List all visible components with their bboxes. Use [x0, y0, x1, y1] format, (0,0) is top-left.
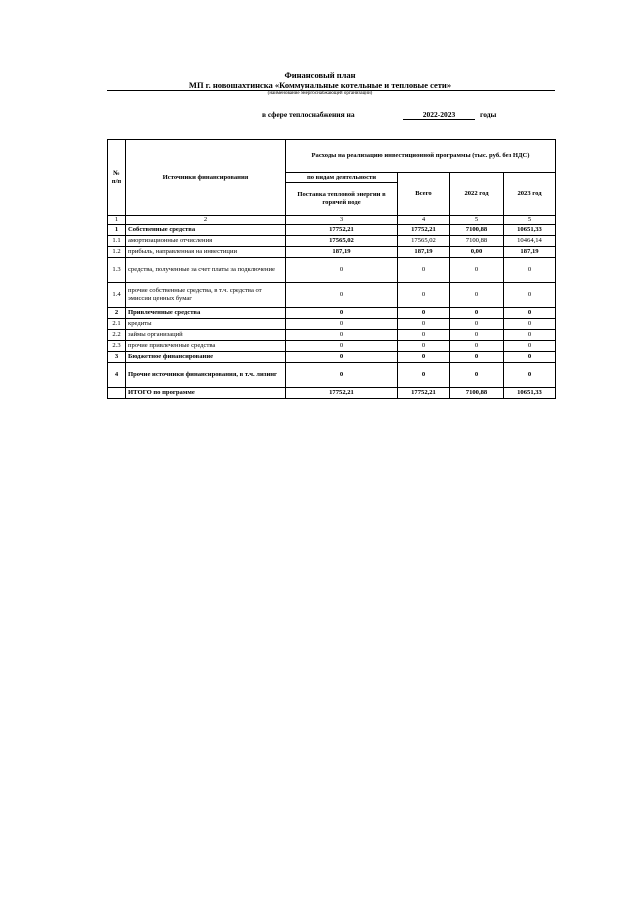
row-source: Прочие источники финансирования, в т.ч. лизинг — [126, 363, 286, 388]
row-2023: 0 — [504, 308, 556, 319]
column-number: 1 — [108, 216, 126, 225]
header-2022: 2022 год — [450, 173, 504, 216]
row-source: займы организаций — [126, 330, 286, 341]
row-num: 1.2 — [108, 247, 126, 258]
row-2022: 0 — [450, 330, 504, 341]
row-source: кредиты — [126, 319, 286, 330]
row-num: 1.4 — [108, 283, 126, 308]
header-num: № п/п — [108, 140, 126, 216]
period-years: 2022-2023 — [403, 110, 475, 120]
row-num — [108, 388, 126, 399]
row-2022: 0,00 — [450, 247, 504, 258]
row-num: 1.1 — [108, 236, 126, 247]
column-number: 5 — [504, 216, 556, 225]
row-source: амортизационные отчисления — [126, 236, 286, 247]
row-num: 3 — [108, 352, 126, 363]
row-total: 0 — [398, 283, 450, 308]
header-supply: Поставка тепловой энергии в горячей воде — [286, 183, 398, 216]
header-2023: 2023 год — [504, 173, 556, 216]
period-label: в сфере теплоснабжения на — [262, 110, 355, 119]
row-2023: 0 — [504, 352, 556, 363]
table-row — [108, 247, 556, 258]
row-num: 2.1 — [108, 319, 126, 330]
row-supply: 0 — [286, 330, 398, 341]
row-2023: 0 — [504, 363, 556, 388]
table-row — [108, 308, 556, 319]
row-num: 1 — [108, 225, 126, 236]
column-number: 2 — [126, 216, 286, 225]
table-row-total — [108, 388, 556, 399]
row-2022: 7100,88 — [450, 388, 504, 399]
row-supply: 0 — [286, 319, 398, 330]
row-2022: 0 — [450, 363, 504, 388]
row-num: 4 — [108, 363, 126, 388]
header-by-activity: по видам деятельности — [286, 173, 398, 183]
row-2022: 0 — [450, 258, 504, 283]
row-supply: 0 — [286, 258, 398, 283]
row-source: ИТОГО по программе — [126, 388, 286, 399]
row-total: 0 — [398, 308, 450, 319]
column-number: 5 — [450, 216, 504, 225]
row-num: 2 — [108, 308, 126, 319]
row-2022: 7100,88 — [450, 236, 504, 247]
row-2023: 0 — [504, 330, 556, 341]
row-supply: 17565,02 — [286, 236, 398, 247]
row-total: 0 — [398, 330, 450, 341]
table-row — [108, 330, 556, 341]
row-total: 17752,21 — [398, 388, 450, 399]
row-2023: 0 — [504, 283, 556, 308]
row-supply: 187,19 — [286, 247, 398, 258]
row-2022: 0 — [450, 308, 504, 319]
row-total: 0 — [398, 352, 450, 363]
row-2022: 7100,88 — [450, 225, 504, 236]
row-num: 1.3 — [108, 258, 126, 283]
row-source: Собственные средства — [126, 225, 286, 236]
row-2022: 0 — [450, 319, 504, 330]
table-row — [108, 225, 556, 236]
table-row — [108, 258, 556, 283]
row-num: 2.3 — [108, 341, 126, 352]
table-row — [108, 236, 556, 247]
row-num: 2.2 — [108, 330, 126, 341]
row-source: прочие собственные средства, в т.ч. средства от эмиссии ценных бумаг — [126, 283, 286, 308]
column-number: 4 — [398, 216, 450, 225]
row-source: прочие привлеченные средства — [126, 341, 286, 352]
row-supply: 0 — [286, 352, 398, 363]
row-total: 0 — [398, 341, 450, 352]
row-source: Бюджетное финансирование — [126, 352, 286, 363]
table-body — [108, 225, 556, 399]
row-2022: 0 — [450, 283, 504, 308]
row-2023: 0 — [504, 258, 556, 283]
document-title: Финансовый план — [284, 70, 356, 80]
row-source: прибыль, направленная на инвестиции — [126, 247, 286, 258]
period-unit: годы — [480, 110, 497, 119]
row-2023: 187,19 — [504, 247, 556, 258]
row-2023: 10651,33 — [504, 388, 556, 399]
row-total: 0 — [398, 258, 450, 283]
table-row — [108, 283, 556, 308]
row-supply: 17752,21 — [286, 388, 398, 399]
row-supply: 0 — [286, 341, 398, 352]
header-expenses: Расходы на реализацию инвестиционной программы (тыс. руб. без НДС) — [286, 140, 556, 173]
row-2022: 0 — [450, 341, 504, 352]
row-source: средства, полученные за счет платы за подключение — [126, 258, 286, 283]
row-total: 187,19 — [398, 247, 450, 258]
table-row — [108, 341, 556, 352]
row-2023: 10464,14 — [504, 236, 556, 247]
row-2023: 10651,33 — [504, 225, 556, 236]
organization-name: МП г. новошахтинска «Коммунальные котельные и тепловые сети» — [188, 80, 452, 90]
header-source: Источники финансирования — [126, 140, 286, 216]
row-2023: 0 — [504, 341, 556, 352]
row-total: 0 — [398, 363, 450, 388]
row-total: 17565,02 — [398, 236, 450, 247]
row-supply: 0 — [286, 308, 398, 319]
row-total: 17752,21 — [398, 225, 450, 236]
row-2022: 0 — [450, 352, 504, 363]
table-row — [108, 352, 556, 363]
header-total: Всего — [398, 173, 450, 216]
column-numbers-row — [108, 216, 556, 225]
table-header-row — [108, 140, 556, 173]
organization-caption: (наименование энергоснабжающей организации) — [267, 91, 373, 96]
row-supply: 0 — [286, 363, 398, 388]
financing-table — [107, 139, 556, 399]
row-2023: 0 — [504, 319, 556, 330]
row-source: Привлеченные средства — [126, 308, 286, 319]
row-total: 0 — [398, 319, 450, 330]
row-supply: 0 — [286, 283, 398, 308]
table-row — [108, 363, 556, 388]
row-supply: 17752,21 — [286, 225, 398, 236]
table-row — [108, 319, 556, 330]
column-number: 3 — [286, 216, 398, 225]
